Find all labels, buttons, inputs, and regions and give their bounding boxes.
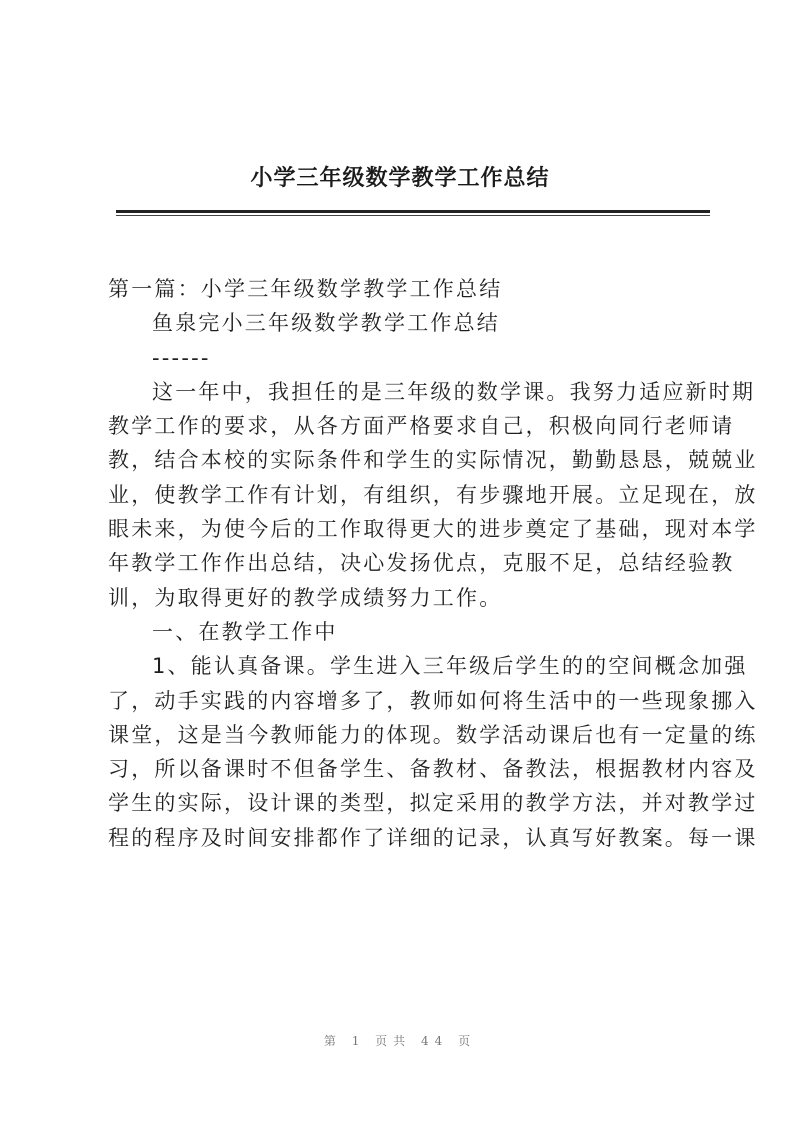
paragraph-line: 课堂，这是当今教师能力的体现。数学活动课后也有一定量的练 — [108, 722, 758, 747]
document-title: 小学三年级数学教学工作总结 — [250, 165, 550, 191]
paragraph-line: 习，所以备课时不但备学生、备教材、备教法，根据教材内容及 — [108, 757, 758, 782]
paragraph-line: 程的程序及时间安排都作了详细的记录，认真写好教案。每一课 — [108, 825, 758, 850]
paragraph-line: 了，动手实践的内容增多了，教师如何将生活中的一些现象挪入 — [108, 688, 758, 713]
title-rule-thin — [116, 215, 710, 216]
paragraph-line: 业，使教学工作有计划，有组织，有步骤地开展。立足现在，放 — [108, 482, 758, 507]
subsection-heading: 一、在教学工作中 — [152, 619, 338, 644]
paragraph-line: 训，为取得更好的教学成绩努力工作。 — [108, 585, 503, 610]
dash-separator: ------ — [152, 345, 211, 370]
paragraph-line: 眼未来，为使今后的工作取得更大的进步奠定了基础，现对本学 — [108, 517, 758, 542]
paragraph-line: 学生的实际，设计课的类型，拟定采用的教学方法，并对教学过 — [108, 791, 758, 816]
paragraph-line: 这一年中，我担任的是三年级的数学课。我努力适应新时期 — [152, 379, 756, 404]
subtitle-line: 鱼泉完小三年级数学教学工作总结 — [152, 311, 500, 336]
page-number-footer: 第 1 页共 44 页 — [323, 1034, 477, 1048]
section-heading: 第一篇：小学三年级数学教学工作总结 — [108, 277, 503, 301]
document-body — [108, 272, 758, 855]
paragraph-line: 教学工作的要求，从各方面严格要求自己，积极向同行老师请 — [108, 414, 735, 439]
title-rule-thick — [116, 210, 710, 213]
paragraph-line: 1、能认真备课。学生进入三年级后学生的的空间概念加强 — [152, 654, 748, 679]
paragraph-line: 教，结合本校的实际条件和学生的实际情况，勤勤恳恳，兢兢业 — [108, 448, 758, 473]
paragraph-line: 年教学工作作出总结，决心发扬优点，克服不足，总结经验教 — [108, 551, 735, 576]
